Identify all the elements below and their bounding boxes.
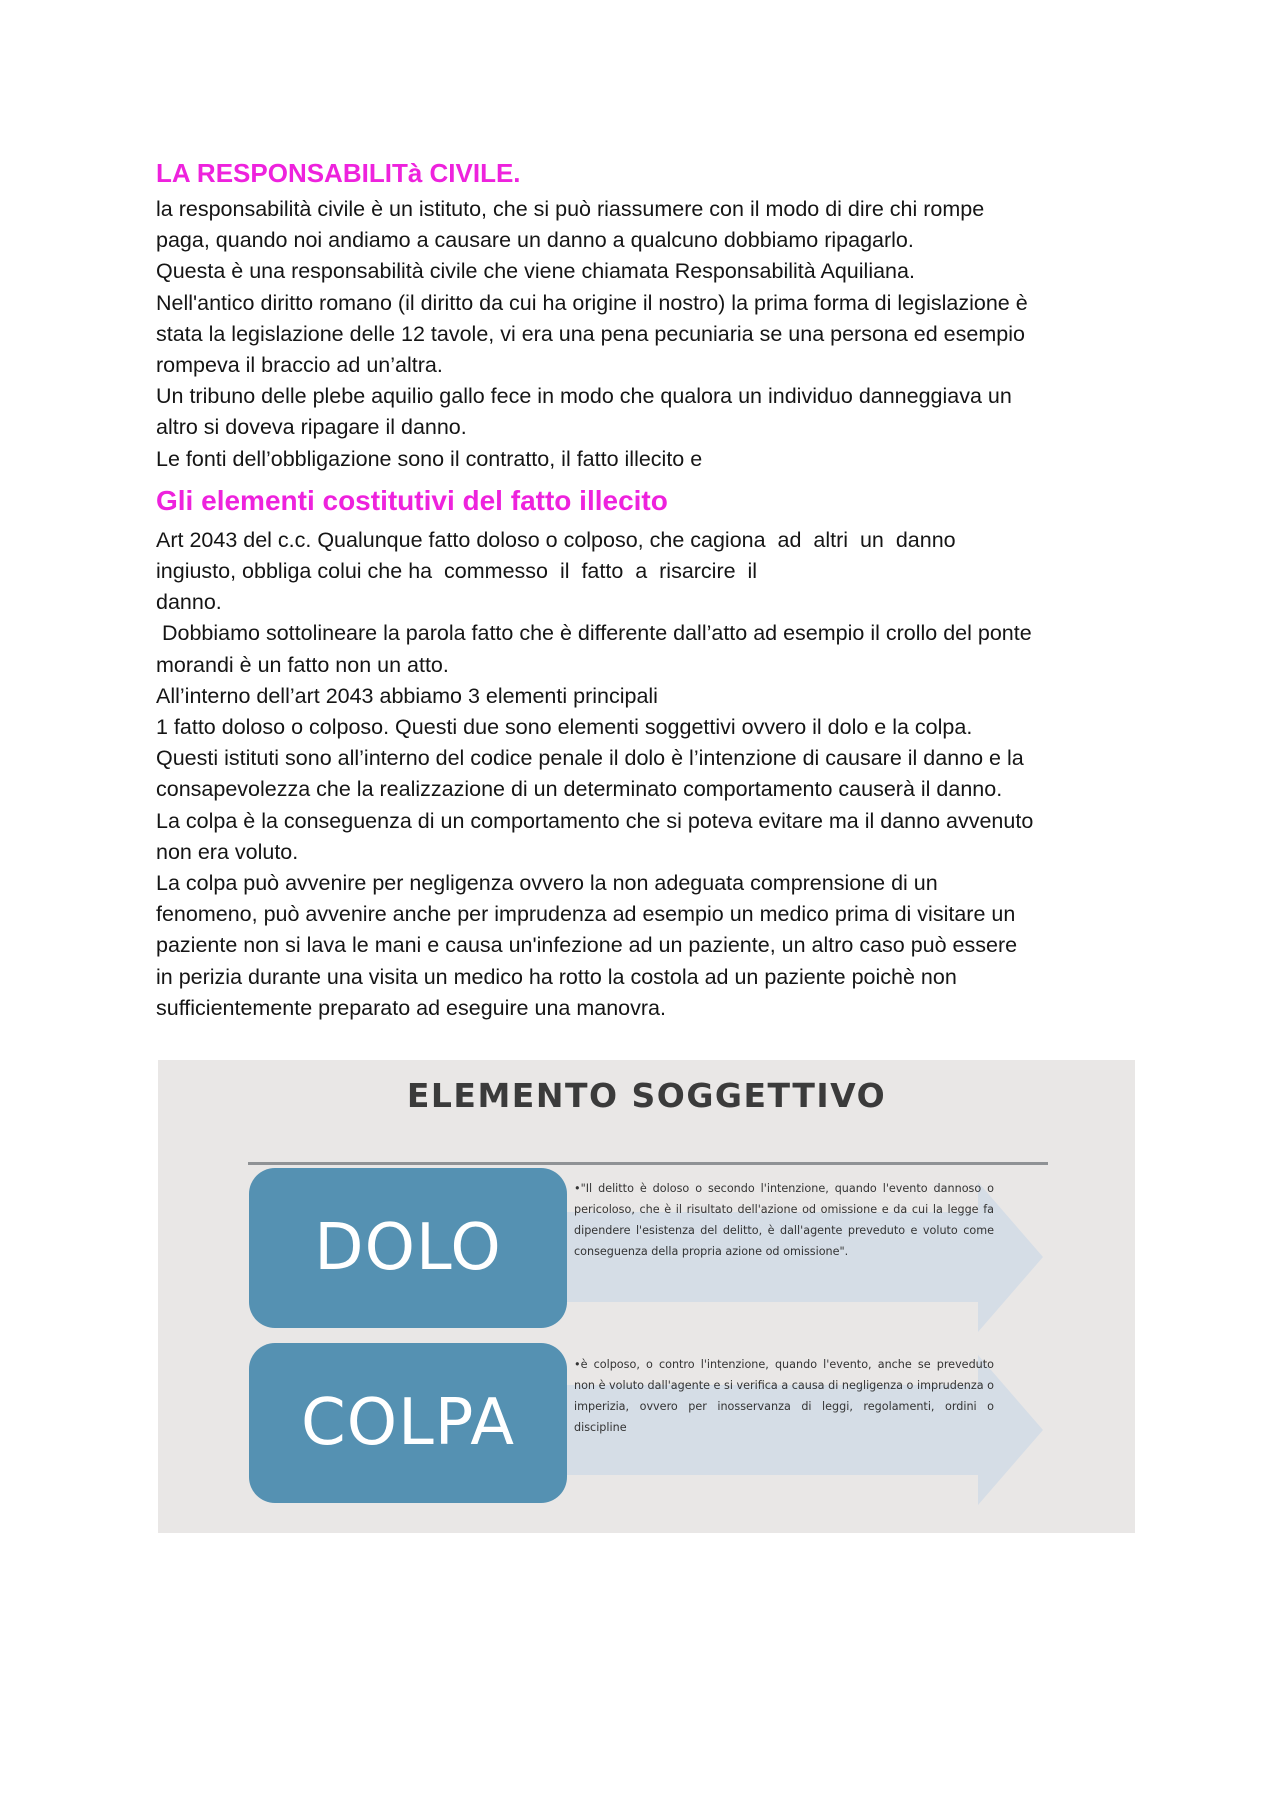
text-line: sufficientemente preparato ad eseguire una manovra. xyxy=(156,995,666,1020)
figure-divider xyxy=(248,1162,1048,1165)
text-line: rompeva il braccio ad un’altra. xyxy=(156,353,443,378)
text-line: in perizia durante una visita un medico ha rotto la costola ad un paziente poichè non xyxy=(156,964,957,989)
text-line: Un tribuno delle plebe aquilio gallo fece in modo che qualora un individuo danneggiava un xyxy=(156,384,1012,409)
text-line: fenomeno, può avvenire anche per imprudenza ad esempio un medico prima di visitare un xyxy=(156,902,1016,927)
text-line: la responsabilità civile è un istituto, che si può riassumere con il modo di dire chi rompe xyxy=(156,197,985,221)
dolo-box: DOLO xyxy=(249,1168,567,1328)
text-line: 1 fatto doloso o colposo. Questi due sono elementi soggettivi ovvero il dolo e la colpa. xyxy=(156,715,973,740)
text-line: paziente non si lava le mani e causa un'infezione ad un paziente, un altro caso può essere xyxy=(156,933,1018,958)
text-line: Dobbiamo sottolineare la parola fatto che è differente dall’atto ad esempio il crollo del ponte xyxy=(156,621,1032,646)
text-line: All’interno dell’art 2043 abbiamo 3 elementi principali xyxy=(156,683,658,708)
heading-elementi-costitutivi: Gli elementi costitutivi del fatto illecito xyxy=(156,484,668,516)
text-line: danno. xyxy=(156,590,222,615)
text-line: Nell'antico diritto romano (il diritto da cui ha origine il nostro) la prima forma di legislazione è xyxy=(156,290,1028,315)
text-line: paga, quando noi andiamo a causare un danno a qualcuno dobbiamo ripagarlo. xyxy=(156,228,914,253)
text-line: morandi è un fatto non un atto. xyxy=(156,652,449,677)
text-line: Questa è una responsabilità civile che viene chiamata Responsabilità Aquiliana. xyxy=(156,259,915,284)
text-line: non era voluto. xyxy=(156,839,299,864)
text-line: Questi istituti sono all’interno del codice penale il dolo è l’intenzione di causare il danno e la xyxy=(156,746,1024,771)
elemento-soggettivo-figure xyxy=(158,1060,1135,1533)
text-line: stata la legislazione delle 12 tavole, vi era una pena pecuniaria se una persona ed esempio xyxy=(156,321,1025,346)
paragraph-elementi xyxy=(156,525,1136,1024)
text-line: consapevolezza che la realizzazione di un determinato comportamento causerà il danno. xyxy=(156,777,1003,802)
figure-title: ELEMENTO SOGGETTIVO xyxy=(406,1076,887,1115)
colpa-description: •è colposo, o contro l'intenzione, quando l'evento, anche se preveduto non è voluto dall'agente e si verifica a causa di negligenza o imprudenza o imperizia, ovvero per inosservanza di leggi, regolamenti, ordini o discipline xyxy=(574,1358,994,1434)
dolo-description: •"Il delitto è doloso o secondo l'intenzione, quando l'evento dannoso o pericoloso, che è il risultato dell'azione od omissione e da cui la legge fa dipendere l'esistenza del delitto, è dall'agente preveduto e voluto come conseguenza della propria azione od omissione". xyxy=(574,1182,994,1258)
document-body xyxy=(156,156,1136,1024)
text-line: Art 2043 del c.c. Qualunque fatto doloso o colposo, che cagiona ad altri un danno xyxy=(156,527,956,552)
text-line: La colpa è la conseguenza di un comportamento che si poteva evitare ma il danno avvenuto xyxy=(156,808,1034,833)
paragraph-responsabilita xyxy=(156,194,1136,475)
text-line: altro si doveva ripagare il danno. xyxy=(156,415,467,440)
text-line: ingiusto, obbliga colui che ha commesso il fatto a risarcire il xyxy=(156,559,758,584)
heading-responsabilita-civile: LA RESPONSABILITà CIVILE. xyxy=(156,158,521,188)
text-line: La colpa può avvenire per negligenza ovvero la non adeguata comprensione di un xyxy=(156,871,938,896)
text-line: Le fonti dell’obbligazione sono il contratto, il fatto illecito e xyxy=(156,446,703,471)
colpa-box: COLPA xyxy=(249,1343,567,1503)
